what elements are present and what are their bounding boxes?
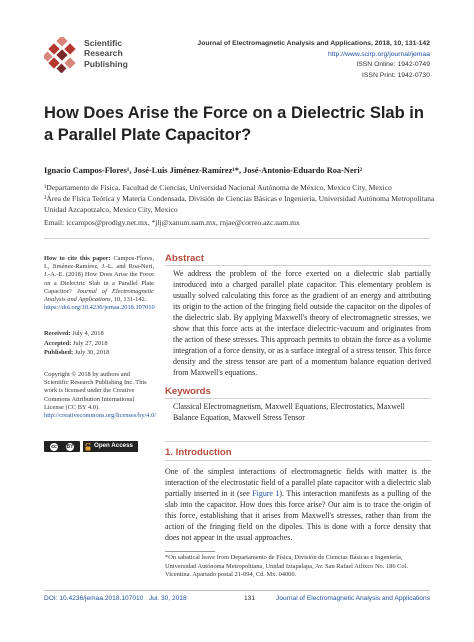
intro-text xyxy=(165,466,431,543)
issn-print: ISSN Print: 1942-0730 xyxy=(361,71,430,79)
keywords-divider xyxy=(165,398,431,399)
keywords-heading: Keywords xyxy=(165,386,211,397)
footer-doi[interactable]: DOI: 10.4236/jemaa.2018.107010 xyxy=(44,595,144,602)
article-title-line1: How Does Arise the Force on a Dielectric Slab in xyxy=(44,104,424,122)
affiliation-2 xyxy=(44,194,444,215)
copyright-block xyxy=(44,371,157,420)
citation-block xyxy=(44,255,154,312)
open-access-badge xyxy=(83,441,138,452)
published-label: Published: xyxy=(44,349,74,357)
abstract-text: We address the problem of the force exerted on a dielectric slab partially introduced into a charged parallel plate capacitor. This elementary problem is usually solved calculating this force as the gradient of an energy and attributing its origin to the action of the fringing field outside the capacitor on the dipoles of the dielectric slab. By applying Maxwell's theory of electromagnetic stresses, we show that this force acts at the interface dielectric-vacuum and originates from the action of these stresses. This approach permits to obtain the force as a volume integration of a force density, or as a surface integral of a stress tensor. This force density and the stress tensor are part of a momentum balance equation derived from Maxwell's equations. xyxy=(173,269,431,377)
affiliation-1: ¹Departamento de Física, Facultad de Ciencias, Universidad Nacional Autónoma de México, Mexico City, Mexico xyxy=(44,183,392,192)
affiliation-2-line1: ²Área de Física Teórica y Materia Condensada, División de Ciencias Básicas e Ingeniería, Universidad Autónoma Metropolitana xyxy=(44,194,435,203)
citation-text-2: , 10, 131-142. xyxy=(110,296,147,304)
received-value: July 4, 2018 xyxy=(70,330,104,337)
citation-text-1: Campos-Flores, I., Jiménez-Ramírez, J.-L. and Roa-Neri, J.-A.-E. (2018) How Does Arise the Force on a Dielectric Slab in a Parallel Plate Capacitor? xyxy=(44,255,154,295)
intro-top-divider xyxy=(165,441,431,442)
keywords-text: Classical Electromagnetism, Maxwell Equations, Electrostatics, Maxwell Balance Equation, Maxwell Stress Tensor xyxy=(173,402,405,422)
author-list: Ignacio Campos-Flores¹, José-Luis Jiménez-Ramírez¹*, José-Antonio-Eduardo Roa-Neri² xyxy=(44,166,363,175)
footer-doi-date xyxy=(44,595,187,602)
publisher-name xyxy=(84,38,128,69)
footnote-text: *On sabatical leave from Departamento de Física, División de Ciencias Básicas e Ingeniería, Universidad Autónoma Metropolitana, Unidad Iztapalapa, Av. San Rafael Atlixco No. 186 Col. Vicentina. Apartado postal 21-094, Cd. Mx. 04000. xyxy=(165,554,408,579)
footnote-divider xyxy=(165,551,215,552)
received-label: Received: xyxy=(44,330,71,337)
open-lock-icon xyxy=(85,443,91,451)
abstract-heading: Abstract xyxy=(165,253,204,264)
header-divider xyxy=(44,238,430,239)
license-link[interactable]: http://creativecommons.org/licenses/by/4.0/ xyxy=(44,412,157,420)
page-number: 131 xyxy=(244,595,256,602)
intro-heading: 1. Introduction xyxy=(165,447,232,458)
figure-1-link[interactable]: Figure 1 xyxy=(252,489,280,498)
citation-heading: How to cite this paper: xyxy=(44,255,111,262)
citation-journal: Journal of Electromagnetic Analysis and Applications xyxy=(44,287,155,304)
accepted-label: Accepted: xyxy=(44,339,72,347)
open-access-label: Open Access xyxy=(94,442,133,450)
by-icon: BY xyxy=(66,443,74,450)
footer-journal-name: Journal of Electromagnetic Analysis and Applications xyxy=(276,595,430,602)
received-date xyxy=(44,329,154,339)
article-title xyxy=(44,102,444,146)
journal-title-line: Journal of Electromagnetic Analysis and Applications, 2018, 10, 131-142 xyxy=(197,40,430,47)
publisher-name-line2: Research xyxy=(84,48,123,59)
publisher-name-line1: Scientific xyxy=(84,38,123,48)
cc-by-badge[interactable] xyxy=(44,441,80,452)
article-title-line2: a Parallel Plate Capacitor? xyxy=(44,126,252,144)
intro-text-part2: ). This interaction manifests as a pulling of the slab into the capacitor. How does this force arise? Our aim is to trace the origin of this force, establishing that it arises from Maxwell's stresses, rather than from the action of the fringing field on the dipoles. This is done with a force density that does not appear in the usual approaches. xyxy=(165,489,431,542)
intro-divider xyxy=(165,460,431,461)
copyright-text: Copyright © 2018 by authors and Scientific Research Publishing Inc. This work is licensed under the Creative Commons Attribution International License (CC BY 4.0). xyxy=(44,371,147,411)
accepted-date xyxy=(44,339,154,349)
abstract-divider xyxy=(165,265,431,266)
dates-block xyxy=(44,329,154,358)
journal-url-link[interactable]: http://www.scirp.org/journal/jemaa xyxy=(328,50,430,58)
publisher-logo-icon xyxy=(44,37,80,73)
published-date xyxy=(44,348,154,358)
publisher-logo xyxy=(44,37,184,73)
footer-divider xyxy=(44,590,430,591)
email-line: Email: iccampos@prodigy.net.mx, *jlj@xanum.uam.mx, rnjae@correo.azc.uam.mx xyxy=(44,218,300,227)
footer-date: Jul. 30, 2018 xyxy=(148,595,187,602)
accepted-value: July 27, 2018 xyxy=(71,339,108,347)
license-badges xyxy=(44,441,138,452)
intro-text-part1: One of the simplest interactions of electromagnetic fields with matter is the interaction of the electrostatic field of a parallel plate capacitor with a dielectric slab partially inserted in it (see xyxy=(165,467,431,498)
issn-online: ISSN Online: 1942-0749 xyxy=(356,61,430,68)
affiliation-2-line2: Unidad Azcapotzalco, Mexico City, Mexico xyxy=(44,204,178,214)
citation-doi-link[interactable]: https://doi.org/10.4236/jemaa.2018.107010 xyxy=(44,304,155,312)
journal-info xyxy=(180,39,430,81)
publisher-name-line3: Publishing xyxy=(84,58,128,69)
cc-icon: cc xyxy=(51,443,57,450)
published-value: July 30, 2018 xyxy=(73,349,110,357)
